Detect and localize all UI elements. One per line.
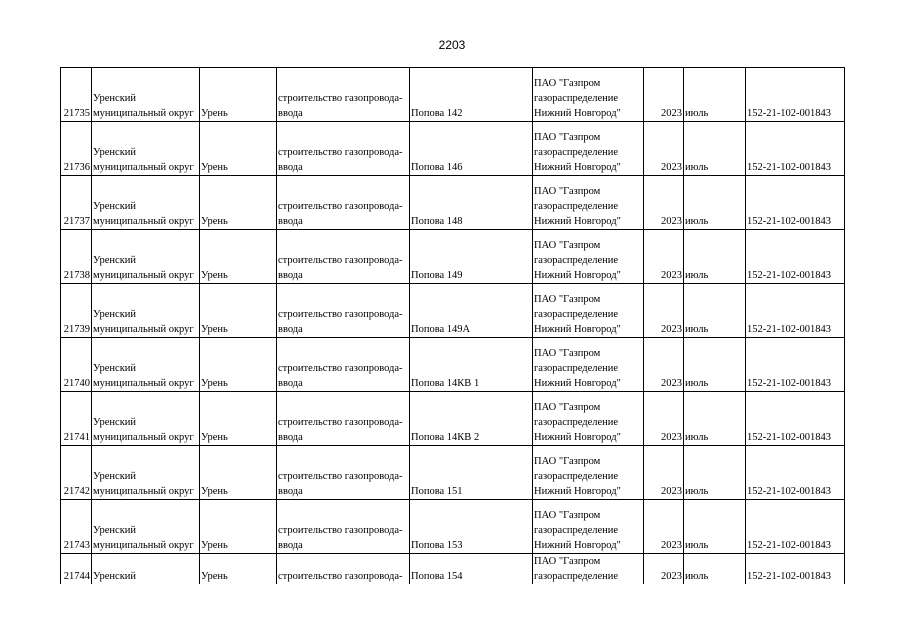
table-body [61,68,845,585]
district-cell-text: Уренский муниципальный округ [93,363,194,389]
code-cell [746,122,845,176]
code-cell [746,446,845,500]
code-cell-text: 152-21-102-001843 [747,216,831,227]
address-cell [410,68,533,122]
settlement-cell [200,554,277,585]
row-number-cell [61,284,92,338]
owner-cell [533,122,644,176]
row-number-cell [61,554,92,585]
settlement-cell [200,284,277,338]
settlement-cell [200,338,277,392]
owner-cell-text: ПАО "Газпром газораспределение Нижний Новгород" [534,348,621,389]
month-cell [684,284,746,338]
work-type-cell [277,500,410,554]
settlement-cell [200,446,277,500]
work-type-cell-text: строительство газопровода- ввода [278,525,403,551]
year-cell [644,392,684,446]
code-cell-text: 152-21-102-001843 [747,162,831,173]
year-cell [644,500,684,554]
year-cell [644,446,684,500]
address-cell-text: Попова 151 [411,486,463,497]
month-cell [684,230,746,284]
year-cell [644,230,684,284]
address-cell-text: Попова 149 [411,270,463,281]
work-type-cell [277,392,410,446]
table-row [61,176,845,230]
table-row [61,284,845,338]
district-cell [92,500,200,554]
code-cell-text: 152-21-102-001843 [747,270,831,281]
address-cell [410,122,533,176]
owner-cell-text: ПАО "Газпром газораспределение Нижний Новгород" [534,510,621,551]
work-type-cell [277,554,410,585]
work-type-cell [277,122,410,176]
settlement-cell [200,176,277,230]
settlement-cell-text: Урень [201,432,228,443]
district-cell-text: Уренский муниципальный округ [93,255,194,281]
row-number-cell-text: 21741 [63,432,90,443]
settlement-cell-text: Урень [201,486,228,497]
owner-cell-text: ПАО "Газпром газораспределение Нижний Новгород" [534,402,621,443]
code-cell-text: 152-21-102-001843 [747,486,831,497]
owner-cell-text: ПАО "Газпром газораспределение Нижний Новгород" [534,240,621,281]
code-cell-text: 152-21-102-001843 [747,432,831,443]
work-type-cell-text: строительство газопровода- ввода [278,147,403,173]
settlement-cell [200,68,277,122]
address-cell [410,176,533,230]
owner-cell [533,554,644,585]
work-type-cell [277,338,410,392]
month-cell [684,392,746,446]
owner-cell-text: ПАО "Газпром газораспределение [534,556,619,582]
district-cell-text: Уренский муниципальный округ [93,93,194,119]
district-cell [92,392,200,446]
month-cell-text: июль [685,432,709,443]
month-cell [684,122,746,176]
row-number-cell [61,230,92,284]
table-row [61,122,845,176]
district-cell [92,122,200,176]
code-cell-text: 152-21-102-001843 [747,571,831,582]
settlement-cell [200,392,277,446]
month-cell [684,446,746,500]
settlement-cell-text: Урень [201,571,228,582]
month-cell-text: июль [685,162,709,173]
district-cell [92,176,200,230]
owner-cell [533,230,644,284]
code-cell-text: 152-21-102-001843 [747,540,831,551]
district-cell [92,446,200,500]
code-cell-text: 152-21-102-001843 [747,378,831,389]
row-number-cell-text: 21735 [63,108,90,119]
month-cell-text: июль [685,216,709,227]
settlement-cell [200,122,277,176]
table-row [61,446,845,500]
month-cell-text: июль [685,270,709,281]
table-row [61,392,845,446]
work-type-cell-text: строительство газопровода- ввода [278,201,403,227]
owner-cell [533,68,644,122]
table-row [61,500,845,554]
work-type-cell-text: строительство газопровода- ввода [278,471,403,497]
owner-cell [533,176,644,230]
row-number-cell [61,392,92,446]
year-cell-text: 2023 [661,324,682,335]
address-cell [410,446,533,500]
code-cell [746,284,845,338]
month-cell [684,338,746,392]
year-cell-text: 2023 [661,216,682,227]
table-row [61,68,845,122]
year-cell-text: 2023 [661,162,682,173]
work-type-cell-text: строительство газопровода- ввода [278,363,403,389]
work-type-cell [277,68,410,122]
district-cell-text: Уренский муниципальный округ [93,471,194,497]
year-cell [644,122,684,176]
district-cell-text: Уренский муниципальный округ [93,525,194,551]
code-cell [746,392,845,446]
settlement-cell-text: Урень [201,324,228,335]
row-number-cell-text: 21743 [63,540,90,551]
work-type-cell-text: строительство газопровода- ввода [278,309,403,335]
owner-cell-text: ПАО "Газпром газораспределение Нижний Новгород" [534,78,621,119]
month-cell [684,554,746,585]
owner-cell [533,338,644,392]
code-cell-text: 152-21-102-001843 [747,108,831,119]
owner-cell [533,500,644,554]
row-number-cell [61,446,92,500]
code-cell [746,554,845,585]
month-cell-text: июль [685,324,709,335]
address-cell [410,500,533,554]
month-cell-text: июль [685,540,709,551]
code-cell [746,500,845,554]
row-number-cell [61,176,92,230]
owner-cell [533,284,644,338]
year-cell-text: 2023 [661,108,682,119]
year-cell-text: 2023 [661,378,682,389]
code-cell [746,230,845,284]
address-cell [410,230,533,284]
work-type-cell-text: строительство газопровода- ввода [278,255,403,281]
work-type-cell [277,230,410,284]
code-cell [746,68,845,122]
owner-cell-text: ПАО "Газпром газораспределение Нижний Новгород" [534,132,621,173]
code-cell [746,176,845,230]
settlement-cell-text: Урень [201,270,228,281]
district-cell [92,68,200,122]
row-number-cell [61,338,92,392]
owner-cell [533,392,644,446]
month-cell [684,500,746,554]
work-type-cell [277,446,410,500]
row-number-cell [61,500,92,554]
month-cell-text: июль [685,108,709,119]
district-cell-text: Уренский [93,571,137,582]
address-cell-text: Попова 148 [411,216,463,227]
year-cell [644,284,684,338]
address-cell [410,392,533,446]
month-cell [684,176,746,230]
owner-cell-text: ПАО "Газпром газораспределение Нижний Новгород" [534,456,621,497]
district-cell-text: Уренский муниципальный округ [93,201,194,227]
row-number-cell-text: 21738 [63,270,90,281]
district-cell [92,230,200,284]
settlement-cell [200,230,277,284]
year-cell [644,554,684,585]
address-cell [410,284,533,338]
year-cell-text: 2023 [661,571,682,582]
table-row [61,230,845,284]
row-number-cell [61,68,92,122]
month-cell-text: июль [685,378,709,389]
month-cell-text: июль [685,486,709,497]
year-cell [644,68,684,122]
district-cell [92,338,200,392]
owner-cell-text: ПАО "Газпром газораспределение Нижний Новгород" [534,294,621,335]
address-cell-text: Попова 14КВ 2 [411,432,480,443]
address-cell-text: Попова 142 [411,108,463,119]
address-cell-text: Попова 153 [411,540,463,551]
month-cell [684,68,746,122]
year-cell-text: 2023 [661,432,682,443]
settlement-cell-text: Урень [201,540,228,551]
address-cell-text: Попова 146 [411,162,463,173]
month-cell-text: июль [685,571,709,582]
row-number-cell-text: 21740 [63,378,90,389]
row-number-cell-text: 21736 [63,162,90,173]
work-type-cell-text: строительство газопровода- ввода [278,417,403,443]
district-cell-text: Уренский муниципальный округ [93,417,194,443]
table-row [61,554,845,585]
settlement-cell [200,500,277,554]
work-type-cell [277,284,410,338]
owner-cell-text: ПАО "Газпром газораспределение Нижний Новгород" [534,186,621,227]
district-cell-text: Уренский муниципальный округ [93,309,194,335]
code-cell [746,338,845,392]
row-number-cell-text: 21737 [63,216,90,227]
address-cell [410,554,533,585]
code-cell-text: 152-21-102-001843 [747,324,831,335]
row-number-cell-text: 21742 [63,486,90,497]
district-cell [92,554,200,585]
row-number-cell-text: 21744 [63,571,90,582]
year-cell-text: 2023 [661,486,682,497]
address-cell-text: Попова 14КВ 1 [411,378,480,389]
settlement-cell-text: Урень [201,378,228,389]
address-cell-text: Попова 154 [411,571,463,582]
work-type-cell-text: строительство газопровода- [278,571,403,582]
settlement-cell-text: Урень [201,108,228,119]
district-cell [92,284,200,338]
year-cell [644,338,684,392]
page-number: 2203 [438,38,466,52]
registry-table [60,67,845,584]
settlement-cell-text: Урень [201,162,228,173]
address-cell [410,338,533,392]
row-number-cell-text: 21739 [63,324,90,335]
year-cell-text: 2023 [661,270,682,281]
work-type-cell [277,176,410,230]
settlement-cell-text: Урень [201,216,228,227]
work-type-cell-text: строительство газопровода- ввода [278,93,403,119]
year-cell [644,176,684,230]
table-row [61,338,845,392]
owner-cell [533,446,644,500]
row-number-cell [61,122,92,176]
year-cell-text: 2023 [661,540,682,551]
district-cell-text: Уренский муниципальный округ [93,147,194,173]
address-cell-text: Попова 149А [411,324,471,335]
